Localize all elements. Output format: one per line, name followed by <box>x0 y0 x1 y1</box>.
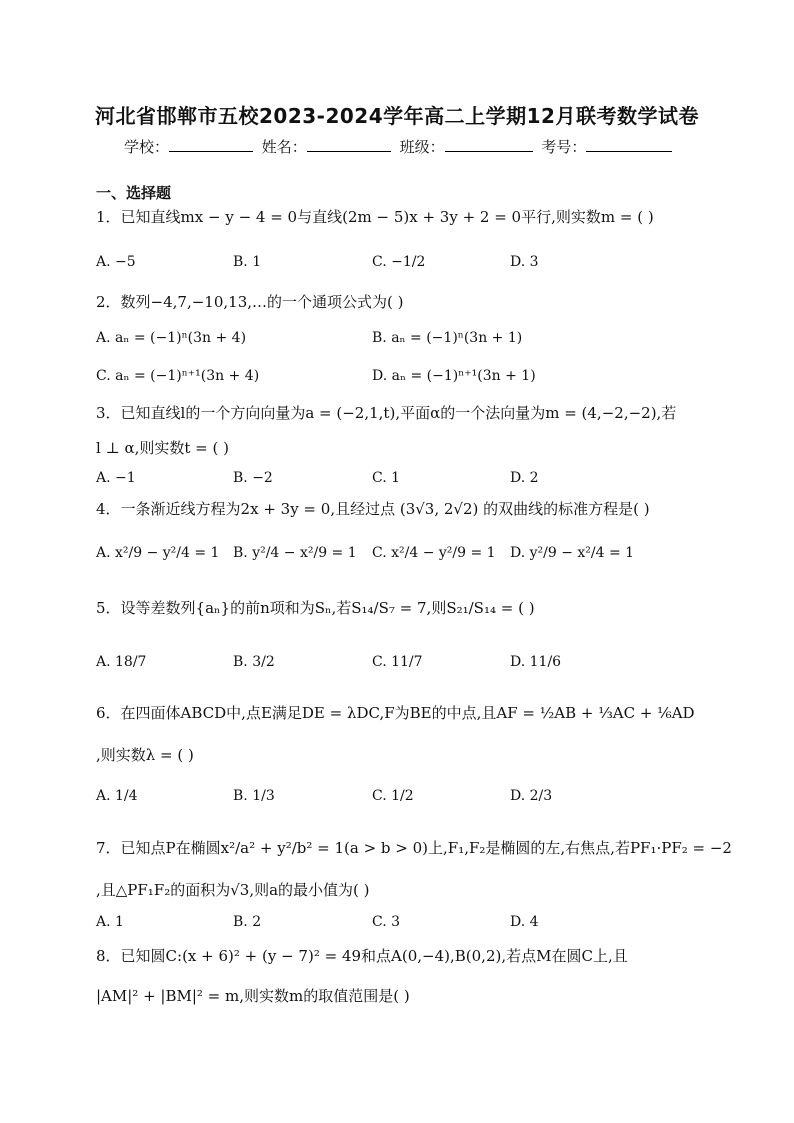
q4-option-d: D. y²/9 − x²/4 = 1 <box>510 545 635 561</box>
question-1: 1．已知直线mx − y − 4 = 0与直线(2m − 5)x + 3y + 2 = 0平行,则实数m = ( ) <box>96 208 654 226</box>
class-label: 班级： <box>399 138 445 156</box>
q3-option-a: A. −1 <box>96 470 136 486</box>
q2-option-b: B. aₙ = (−1)ⁿ(3n + 1) <box>372 330 523 346</box>
q7-option-a: A. 1 <box>96 914 124 930</box>
student-info-line <box>124 136 676 157</box>
q5-option-c: C. 11/7 <box>372 654 423 670</box>
exam-no-blank[interactable] <box>586 137 672 152</box>
q3-option-c: C. 1 <box>372 470 401 486</box>
school-label: 学校： <box>124 138 170 156</box>
q1-option-a: A. −5 <box>96 254 136 270</box>
q2-option-d: D. aₙ = (−1)ⁿ⁺¹(3n + 1) <box>372 368 536 384</box>
q1-option-b: B. 1 <box>233 254 262 270</box>
question-3-cont: l ⊥ α,则实数t = ( ) <box>96 439 229 457</box>
exam-no-label: 考号： <box>541 138 587 156</box>
q2-option-a: A. aₙ = (−1)ⁿ(3n + 4) <box>96 330 247 346</box>
q7-option-d: D. 4 <box>510 914 539 930</box>
school-blank[interactable] <box>169 137 253 152</box>
question-6: 6．在四面体ABCD中,点E满足DE = λDC,F为BE的中点,且AF = ½AB + ⅓AC + ⅙AD <box>96 704 695 722</box>
name-label: 姓名： <box>261 138 307 156</box>
question-3: 3．已知直线l的一个方向向量为a = (−2,1,t),平面α的一个法向量为m = (4,−2,−2),若 <box>96 404 677 422</box>
q6-option-d: D. 2/3 <box>510 788 553 804</box>
name-blank[interactable] <box>307 137 391 152</box>
q4-option-b: B. y²/4 − x²/9 = 1 <box>233 545 357 561</box>
q6-option-a: A. 1/4 <box>96 788 138 804</box>
section-heading: 一、选择题 <box>96 184 172 202</box>
question-8: 8．已知圆C:(x + 6)² + (y − 7)² = 49和点A(0,−4),B(0,2),若点M在圆C上,且 <box>96 947 628 965</box>
question-2: 2．数列−4,7,−10,13,…的一个通项公式为( ) <box>96 293 404 311</box>
q7-option-c: C. 3 <box>372 914 401 930</box>
q6-option-c: C. 1/2 <box>372 788 414 804</box>
q4-option-a: A. x²/9 − y²/4 = 1 <box>96 545 220 561</box>
q4-option-c: C. x²/4 − y²/9 = 1 <box>372 545 496 561</box>
question-6-cont: ,则实数λ = ( ) <box>96 746 194 764</box>
question-4: 4．一条渐近线方程为2x + 3y = 0,且经过点 (3√3, 2√2) 的双曲线的标准方程是( ) <box>96 500 650 518</box>
q5-option-b: B. 3/2 <box>233 654 275 670</box>
q5-option-a: A. 18/7 <box>96 654 147 670</box>
q3-option-d: D. 2 <box>510 470 539 486</box>
q1-option-c: C. −1/2 <box>372 254 426 270</box>
class-blank[interactable] <box>445 137 533 152</box>
q2-option-c: C. aₙ = (−1)ⁿ⁺¹(3n + 4) <box>96 368 260 384</box>
question-7: 7．已知点P在椭圆x²/a² + y²/b² = 1(a > b > 0)上,F₁,F₂是椭圆的左,右焦点,若PF₁·PF₂ = −2 <box>96 839 732 857</box>
question-7-cont: ,且△PF₁F₂的面积为√3,则a的最小值为( ) <box>96 881 370 899</box>
q5-option-d: D. 11/6 <box>510 654 562 670</box>
q3-option-b: B. −2 <box>233 470 273 486</box>
q1-option-d: D. 3 <box>510 254 539 270</box>
q6-option-b: B. 1/3 <box>233 788 275 804</box>
question-8-cont: |AM|² + |BM|² = m,则实数m的取值范围是( ) <box>96 987 410 1005</box>
q7-option-b: B. 2 <box>233 914 262 930</box>
page-title: 河北省邯郸市五校2023-2024学年高二上学期12月联考数学试卷 <box>95 104 699 128</box>
question-5: 5．设等差数列{aₙ}的前n项和为Sₙ,若S₁₄/S₇ = 7,则S₂₁/S₁₄ = ( ) <box>96 599 535 617</box>
